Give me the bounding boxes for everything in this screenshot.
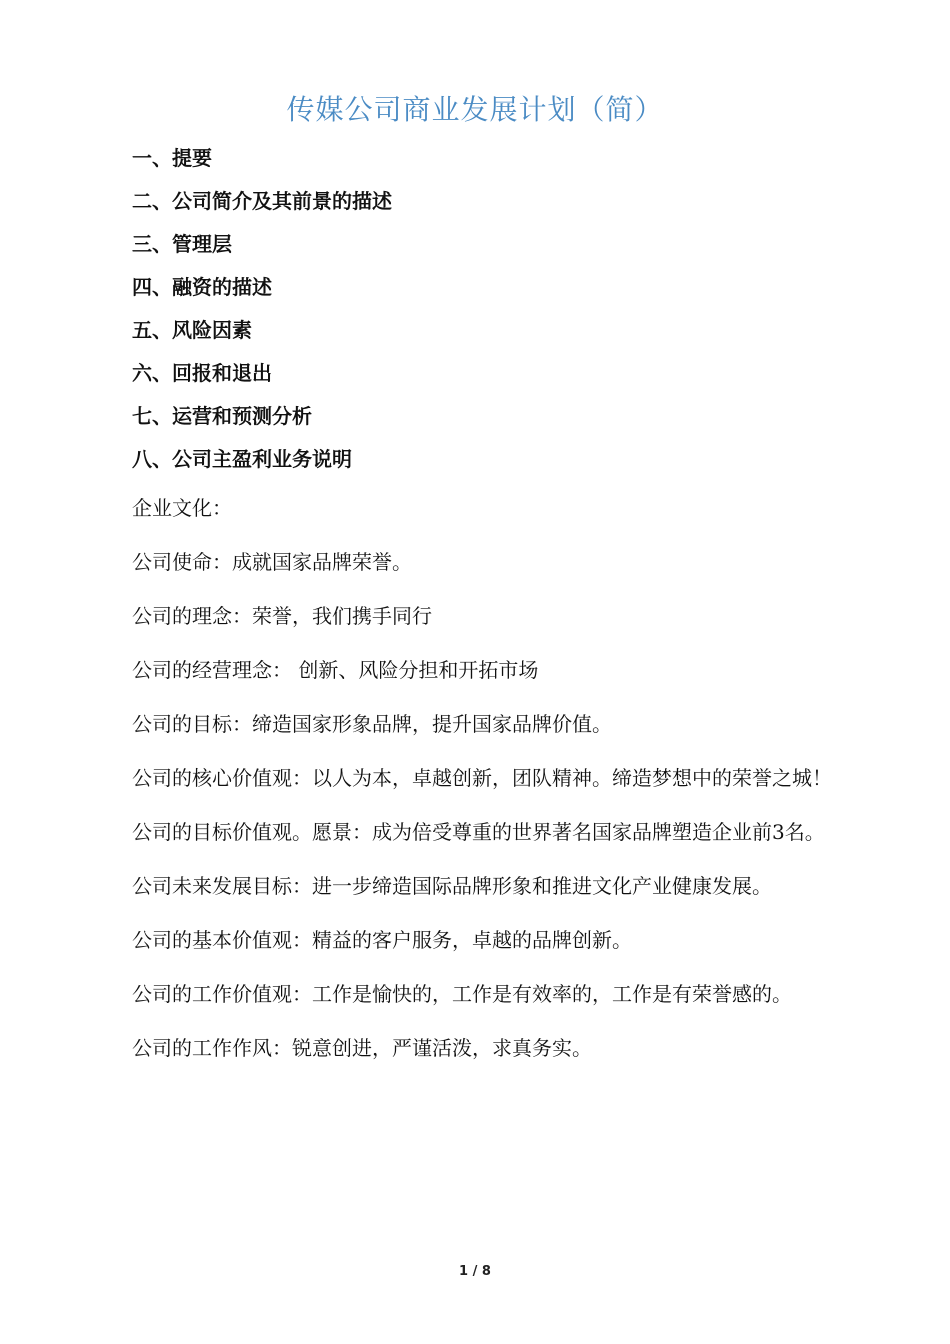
document-title: 传媒公司商业发展计划（简） <box>286 93 664 126</box>
document-body <box>88 490 868 1084</box>
paragraph-future-goal: 公司未来发展目标：进一步缔造国际品牌形象和推进文化产业健康发展。 <box>132 874 772 898</box>
toc-item-5: 五、风险因素 <box>132 318 252 342</box>
toc-item-3: 三、管理层 <box>132 232 232 256</box>
paragraph-core-values: 公司的核心价值观：以人为本，卓越创新，团队精神。缔造梦想中的荣誉之城！ <box>132 766 832 790</box>
toc-item-2: 二、公司简介及其前景的描述 <box>132 189 392 213</box>
paragraph-basic-values: 公司的基本价值观：精益的客户服务，卓越的品牌创新。 <box>132 928 632 952</box>
toc-item-8: 八、公司主盈利业务说明 <box>132 447 352 471</box>
page-indicator: 1 / 8 <box>459 1264 491 1279</box>
paragraph-vision: 公司的目标价值观。愿景：成为倍受尊重的世界著名国家品牌塑造企业前3名。 <box>132 820 825 844</box>
toc-item-6: 六、回报和退出 <box>132 361 272 385</box>
paragraph-business-philosophy: 公司的经营理念： 创新、风险分担和开拓市场 <box>132 658 539 682</box>
toc-item-4: 四、融资的描述 <box>132 275 272 299</box>
paragraph-philosophy: 公司的理念：荣誉，我们携手同行 <box>132 604 432 628</box>
paragraph-work-values: 公司的工作价值观：工作是愉快的，工作是有效率的，工作是有荣誉感的。 <box>132 982 792 1006</box>
paragraph-corporate-culture: 企业文化： <box>132 496 232 520</box>
table-of-contents <box>132 137 832 481</box>
paragraph-work-style: 公司的工作作风：锐意创进，严谨活泼，求真务实。 <box>132 1036 592 1060</box>
toc-item-1: 一、提要 <box>132 146 212 170</box>
toc-item-7: 七、运营和预测分析 <box>132 404 312 428</box>
paragraph-goal: 公司的目标：缔造国家形象品牌，提升国家品牌价值。 <box>132 712 612 736</box>
paragraph-mission: 公司使命：成就国家品牌荣誉。 <box>132 550 412 574</box>
